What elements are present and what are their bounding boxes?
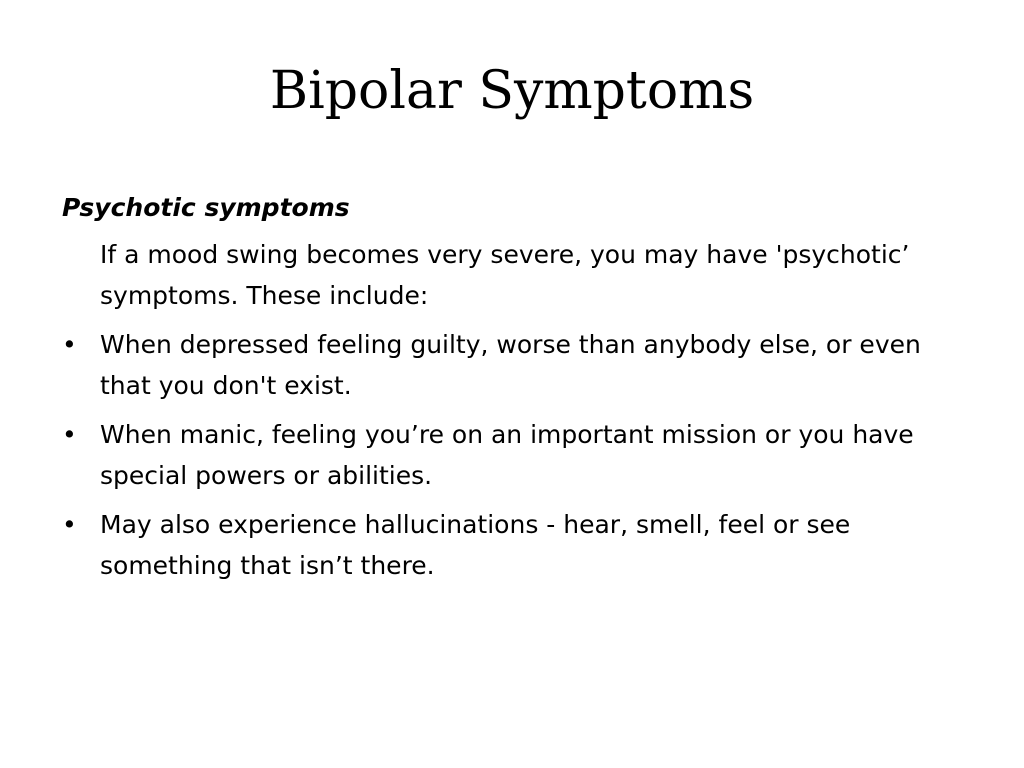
intro-text: If a mood swing becomes very severe, you may have 'psychotic’ symptoms. These include:: [100, 240, 910, 310]
bullet-item: [62, 504, 962, 586]
bullet-icon: •: [62, 510, 77, 539]
bullet-list: [62, 324, 962, 586]
bullet-icon: •: [62, 330, 77, 359]
bullet-item: [62, 324, 962, 406]
bullet-text: When manic, feeling you’re on an important mission or you have special powers or abilities.: [100, 420, 914, 490]
slide-content: [62, 188, 962, 594]
bullet-item: [62, 414, 962, 496]
bullet-text: May also experience hallucinations - hear, smell, feel or see something that isn’t there.: [100, 510, 851, 580]
bullet-text: When depressed feeling guilty, worse than anybody else, or even that you don't exist.: [100, 330, 921, 400]
bullet-icon: •: [62, 420, 77, 449]
section-heading: Psychotic symptoms: [62, 193, 350, 222]
slide-title: Bipolar Symptoms: [269, 61, 755, 121]
